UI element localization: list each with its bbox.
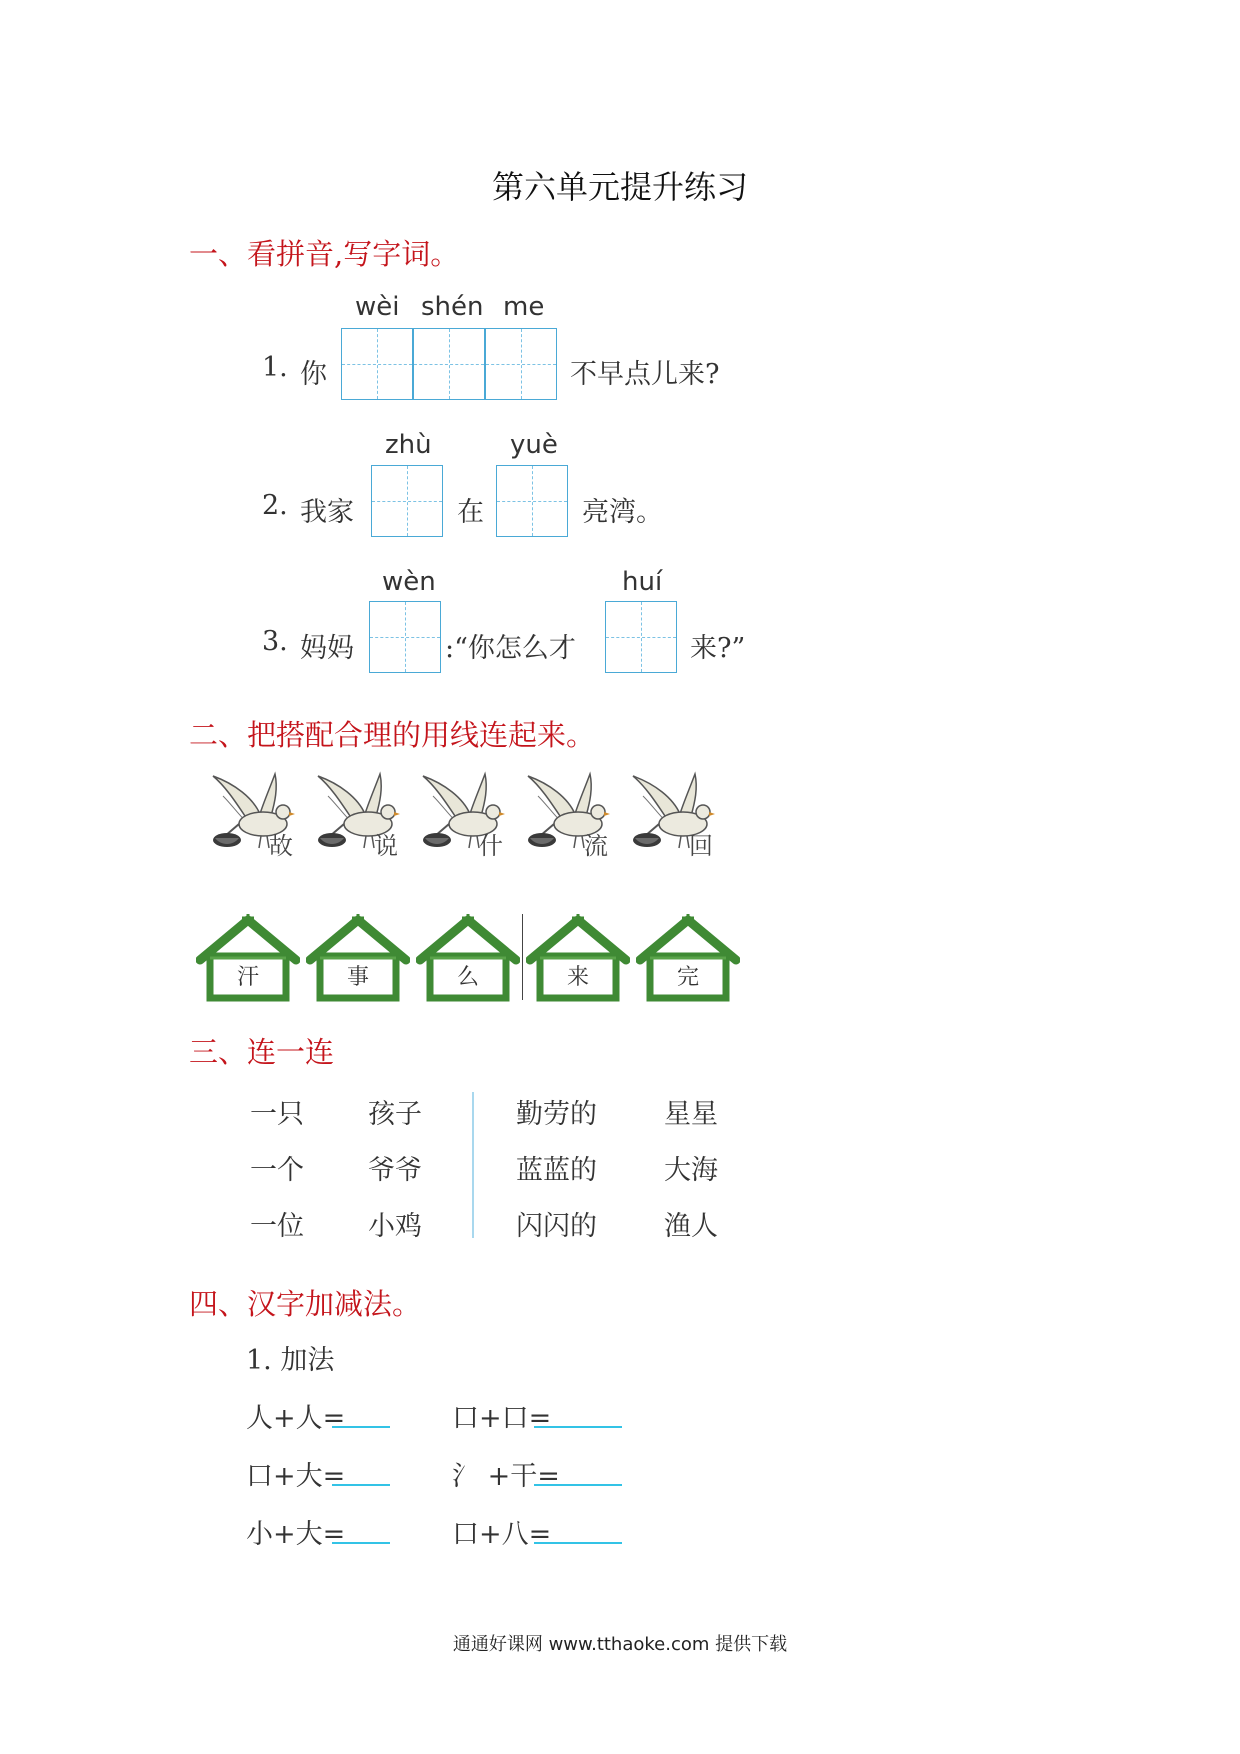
word-right-1a[interactable]: 勤劳的 <box>516 1099 597 1130</box>
house-character: 汗 <box>236 965 259 990</box>
word-right-1b[interactable]: 星星 <box>664 1099 718 1130</box>
q2-before: 我家 <box>300 497 354 528</box>
house-character: 完 <box>676 965 699 990</box>
q3-pinyin-2: huí <box>622 567 663 597</box>
eq-left-1: 人+人= <box>246 1403 346 1434</box>
q2-middle: 在 <box>457 497 484 528</box>
bird-icon[interactable] <box>205 766 315 866</box>
word-left-2a[interactable]: 一个 <box>250 1155 304 1186</box>
house-character: 事 <box>346 965 369 990</box>
q3-middle: :“你怎么才 <box>445 633 576 664</box>
blank-left-1[interactable] <box>332 1426 390 1428</box>
section3-divider <box>472 1092 474 1238</box>
q3-after: 来?” <box>690 633 746 664</box>
q1-box-3[interactable] <box>485 328 557 400</box>
bird-icon[interactable] <box>310 766 420 866</box>
bird-character: 流 <box>584 832 608 860</box>
word-left-3b[interactable]: 小鸡 <box>368 1211 422 1242</box>
q2-box-1[interactable] <box>371 465 443 537</box>
q3-before: 妈妈 <box>300 633 354 664</box>
bird-icon[interactable] <box>625 766 735 866</box>
blank-right-1[interactable] <box>534 1426 622 1428</box>
footer-text: 通通好课网 www.tthaoke.com 提供下载 <box>452 1634 788 1655</box>
section4-heading: 四、汉字加减法。 <box>189 1287 422 1321</box>
word-left-1a[interactable]: 一只 <box>250 1099 304 1130</box>
eq-right-1: 口+口= <box>452 1403 552 1434</box>
q1-pinyin-1: wèi <box>355 292 400 322</box>
q1-box-2[interactable] <box>413 328 485 400</box>
q2-box-2[interactable] <box>496 465 568 537</box>
section2-heading: 二、把搭配合理的用线连起来。 <box>189 718 596 752</box>
q1-pinyin-2: shén <box>421 292 484 322</box>
word-right-3a[interactable]: 闪闪的 <box>516 1211 597 1242</box>
q2-number: 2. <box>262 490 288 521</box>
word-right-2b[interactable]: 大海 <box>664 1155 718 1186</box>
bird-icon[interactable] <box>520 766 630 866</box>
eq-right-3: 口+八= <box>452 1519 552 1550</box>
section3-heading: 三、连一连 <box>189 1035 335 1069</box>
page-title: 第六单元提升练习 <box>491 168 748 206</box>
q2-pinyin-1: zhù <box>385 430 432 460</box>
section4-subheading: 1. 加法 <box>246 1345 335 1376</box>
blank-right-2[interactable] <box>534 1484 622 1486</box>
house-character: 来 <box>566 965 589 990</box>
word-left-2b[interactable]: 爷爷 <box>368 1155 422 1186</box>
house-character: 么 <box>456 965 479 990</box>
bird-character: 回 <box>689 832 713 860</box>
q1-number: 1. <box>262 352 288 383</box>
q1-after: 不早点儿来? <box>570 359 720 390</box>
eq-right-2: 氵 +干= <box>452 1461 560 1492</box>
word-right-3b[interactable]: 渔人 <box>664 1211 718 1242</box>
q3-box-1[interactable] <box>369 601 441 673</box>
eq-left-3: 小+大= <box>246 1519 346 1550</box>
q1-pinyin-3: me <box>503 292 545 322</box>
section1-heading: 一、看拼音,写字词。 <box>189 237 460 271</box>
blank-right-3[interactable] <box>534 1542 622 1544</box>
bird-icon[interactable] <box>415 766 525 866</box>
word-left-1b[interactable]: 孩子 <box>368 1099 422 1130</box>
word-left-3a[interactable]: 一位 <box>250 1211 304 1242</box>
q3-box-2[interactable] <box>605 601 677 673</box>
q2-after: 亮湾。 <box>582 497 663 528</box>
q3-pinyin-1: wèn <box>382 567 436 597</box>
blank-left-2[interactable] <box>332 1484 390 1486</box>
q2-pinyin-2: yuè <box>510 430 558 460</box>
bird-character: 说 <box>374 832 398 860</box>
word-right-2a[interactable]: 蓝蓝的 <box>516 1155 597 1186</box>
q1-before: 你 <box>300 359 327 390</box>
bird-character: 故 <box>269 832 293 860</box>
house-divider <box>522 914 523 1000</box>
bird-character: 什 <box>479 832 503 860</box>
q3-number: 3. <box>262 626 288 657</box>
blank-left-3[interactable] <box>332 1542 390 1544</box>
q1-box-1[interactable] <box>341 328 413 400</box>
eq-left-2: 口+大= <box>246 1461 346 1492</box>
